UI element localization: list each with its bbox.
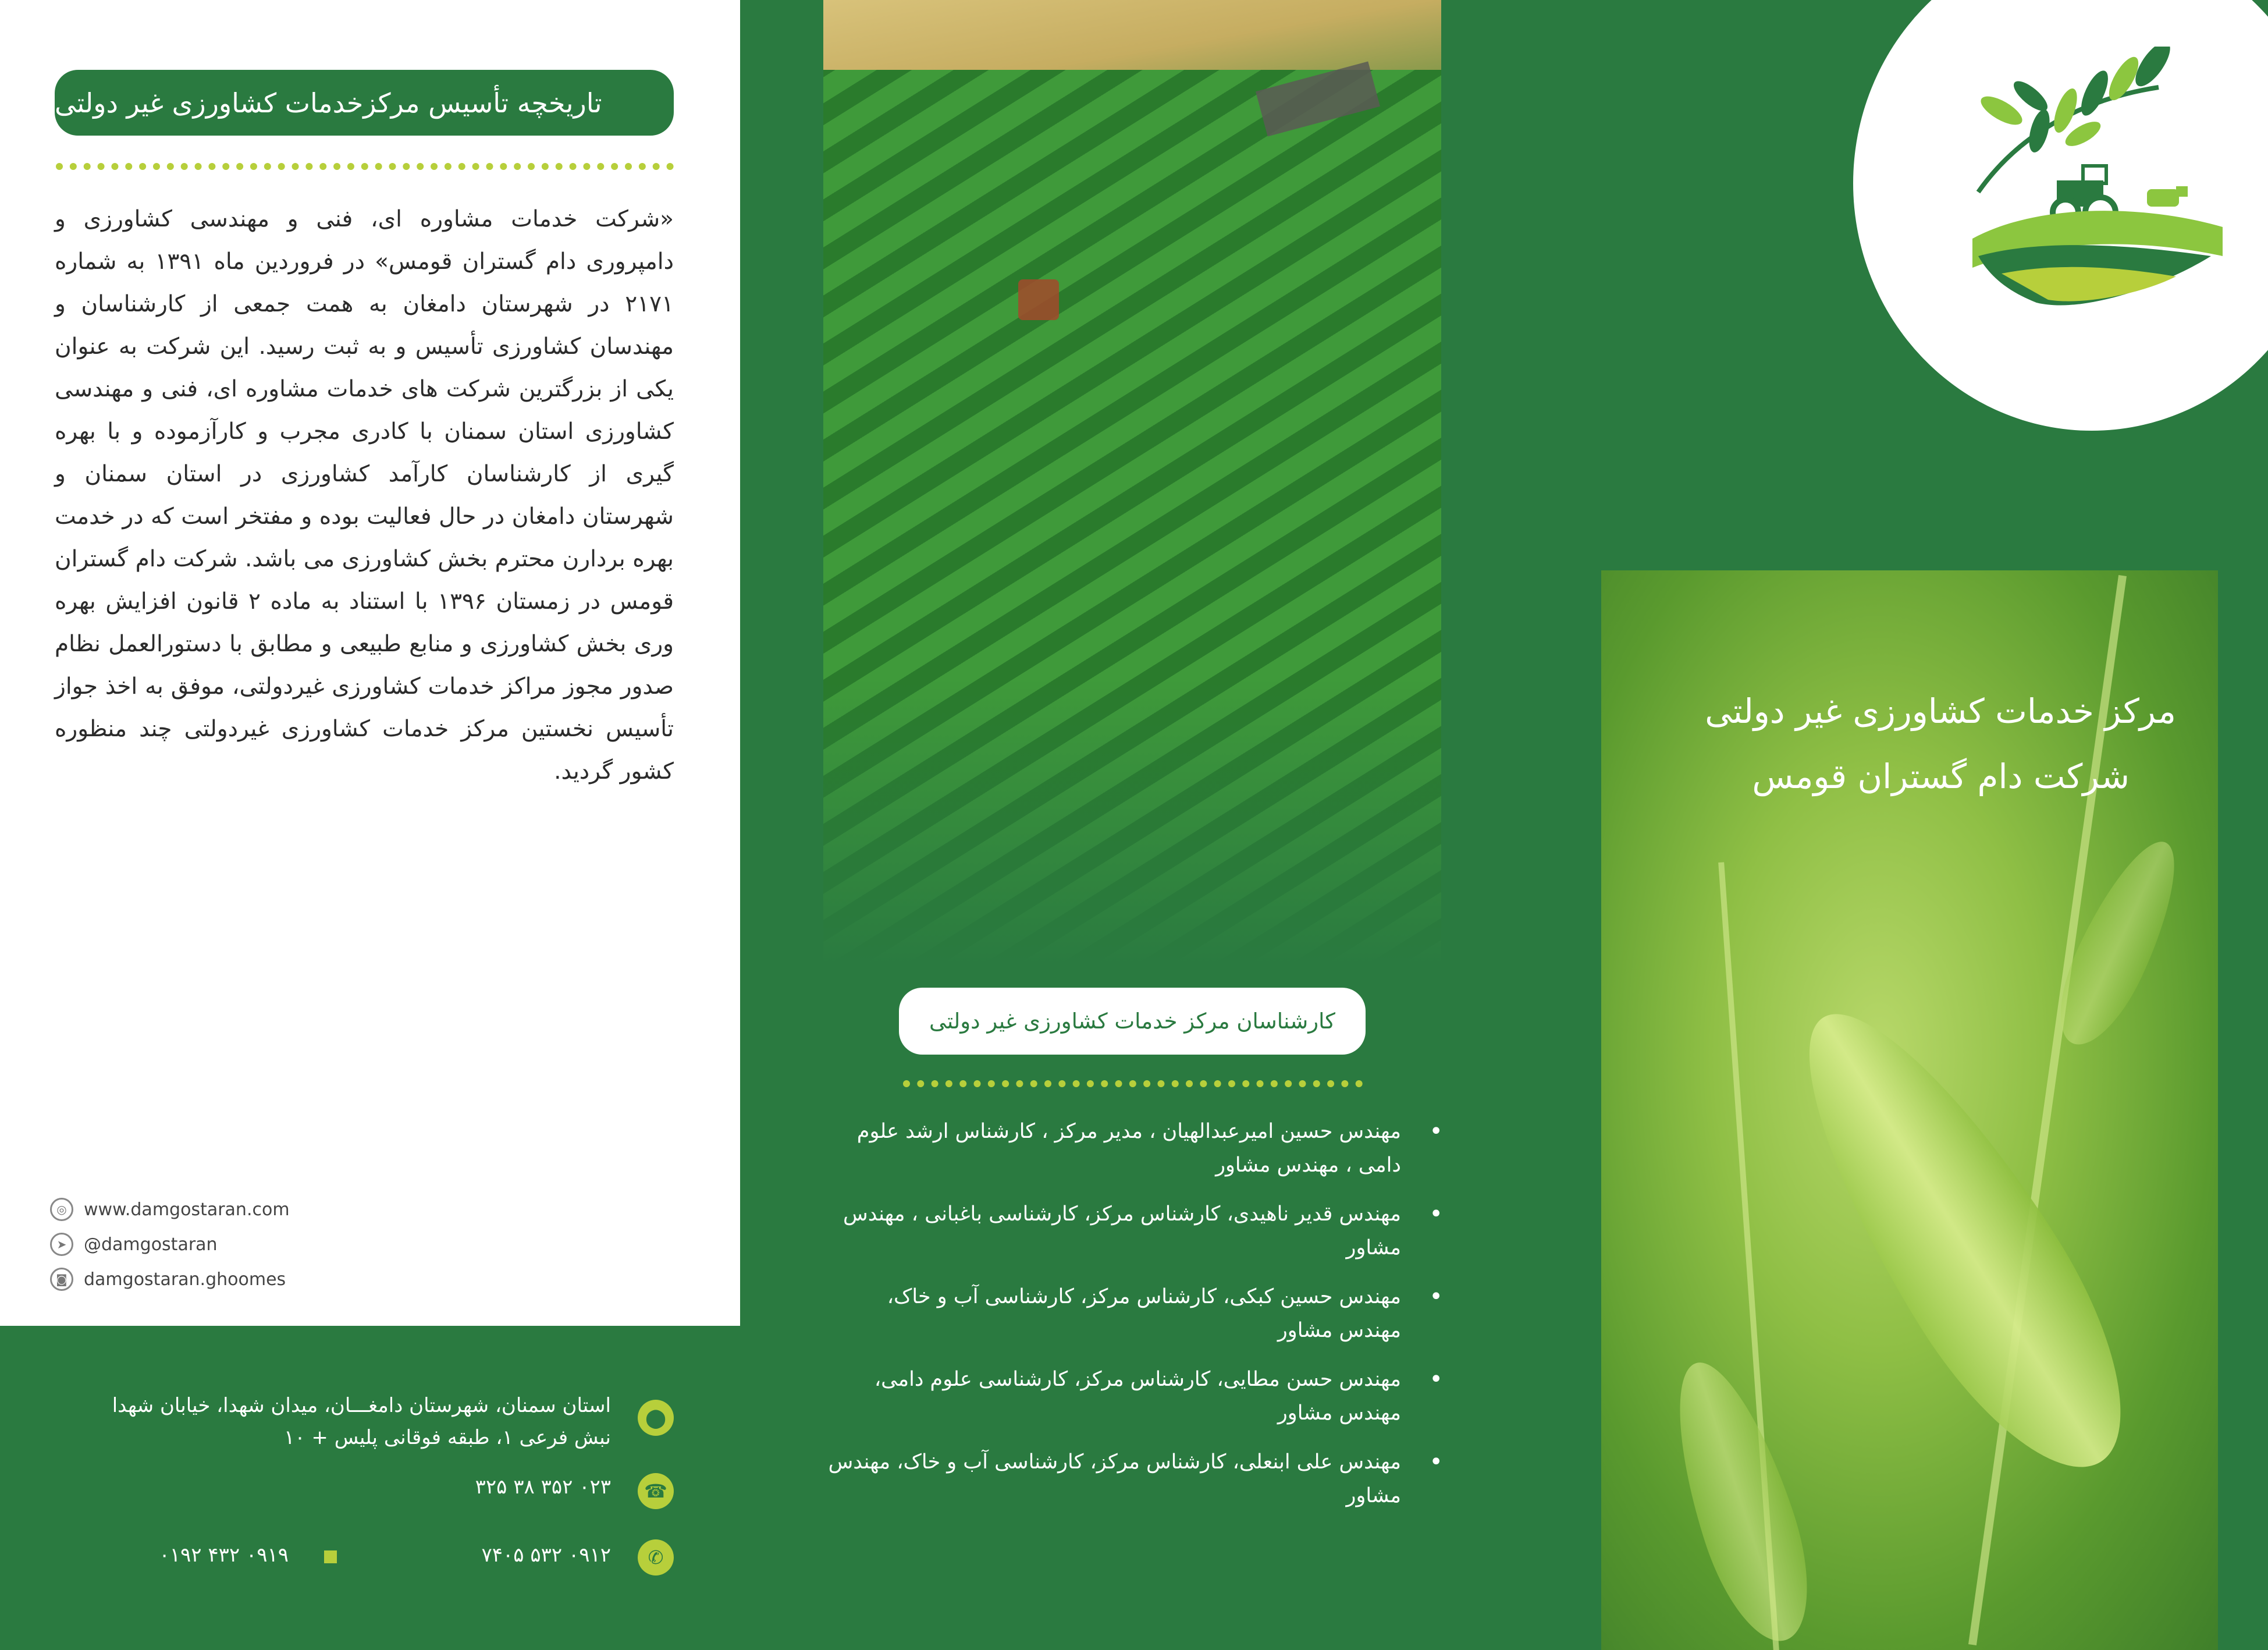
- tractor-image: [1018, 279, 1059, 320]
- wheat-ear: [1652, 1349, 1830, 1650]
- expert-item: • مهندس قدیر ناهیدی، کارشناس مرکز، کارشناسی باغبانی ، مهندس مشاور: [820, 1197, 1443, 1265]
- wheat-ear: [1754, 974, 2170, 1505]
- address-line-2: نبش فرعی ۱، طبقه فوقانی پلیس + ۱۰: [284, 1426, 611, 1449]
- wheat-stem: [1968, 575, 2127, 1645]
- history-text: «شرکت خدمات مشاوره ای، فنی و مهندسی کشاورزی و دامپروری دام گستران قومس» در فروردین ماه ۱۳۹۱ به شماره ۲۱۷۱ در شهرستان دامغان به همت جمعی از کارشناسان و مهندسان کشاورزی تأسیس و به ثبت رسید. این شرکت به عنوان یکی از بزرگترین شرکت های خدمات مشاوره ای، فنی و مهندسی کشاورزی استان سمنان با کادری مجرب و کارآزموده و با بهره گیری از کارشناسان کارآمد کشاورزی در استان سمنان و شهرستان دامغان در حال فعالیت بوده و مفتخر است که در خدمت بهره بردارن محترم بخش کشاورزی می باشد. شرکت دام گستران قومس در زمستان ۱۳۹۶ با استناد به ماده ۲ قانون افزایش بهره وری بخش کشاورزی و منابع طبیعی و مطابق با دستورالعمل نظام صدور مجوز مراکز خدمات کشاورزی غیردولتی، موفق به اخذ جواز تأسیس نخستین مرکز خدمات کشاورزی غیردولتی چند منظوره کشور گردید.: [55, 206, 674, 785]
- expert-item: • مهندس حسن مطایی، کارشناس مرکز، کارشناسی علوم دامی، مهندس مشاور: [820, 1362, 1443, 1430]
- telegram-row[interactable]: [50, 1233, 218, 1256]
- farm-buildings: [1256, 61, 1380, 136]
- dotted-divider: [56, 163, 674, 170]
- website-row[interactable]: [50, 1198, 290, 1221]
- instagram-row[interactable]: [50, 1268, 286, 1291]
- mobile-phone-icon: ✆: [638, 1539, 674, 1576]
- location-pin-icon: ⬤: [638, 1400, 674, 1436]
- mobile-number-2[interactable]: ۰۹۱۹ ۴۳۲ ۰۱۹۲: [159, 1543, 289, 1567]
- globe-icon: ◎: [50, 1198, 73, 1221]
- instagram-text: damgostaran.ghoomes: [84, 1269, 286, 1290]
- expert-item: • مهندس حسین کبکی، کارشناس مرکز، کارشناسی آب و خاک، مهندس مشاور: [820, 1280, 1443, 1347]
- wheat-field-top: [823, 0, 1441, 70]
- wheat-ear: [2041, 828, 2197, 1058]
- separator-square: [324, 1550, 337, 1563]
- company-logo: [1967, 47, 2228, 314]
- dotted-divider: [903, 1080, 1363, 1087]
- mobile-number-1[interactable]: ۰۹۱۲ ۵۳۲ ۷۴۰۵: [481, 1543, 611, 1567]
- website-text: www.damgostaran.com: [84, 1199, 290, 1220]
- expert-item: • مهندس علی ابنعلی، کارشناس مرکز، کارشناسی آب و خاک، مهندس مشاور: [820, 1445, 1443, 1513]
- telegram-text: @damgostaran: [84, 1234, 218, 1255]
- telegram-icon: ➤: [50, 1233, 73, 1256]
- address-line-1: استان سمنان، شهرستان دامغـــان، میدان شهدا، خیابان شهدا: [112, 1394, 611, 1417]
- phone-number[interactable]: ۰۲۳ ۳۵۲ ۳۸ ۳۲۵: [475, 1475, 611, 1499]
- instagram-icon: ◙: [50, 1268, 73, 1291]
- aerial-field-photo: [823, 0, 1441, 966]
- telephone-icon: ☎: [638, 1473, 674, 1509]
- wheat-photo: [1601, 570, 2218, 1650]
- experts-title: کارشناسان مرکز خدمات کشاورزی غیر دولتی: [899, 988, 1366, 1055]
- experts-list: [820, 1115, 1443, 1528]
- expert-item: • مهندس حسین امیرعبدالهیان ، مدیر مرکز ، کارشناس ارشد علوم دامی ، مهندس مشاور: [820, 1115, 1443, 1182]
- history-title: تاریخچه تأسیس مرکزخدمات کشاورزی غیر دولتی: [55, 70, 674, 136]
- cover-title-line-2: شرکت دام گستران قومس: [1752, 757, 2130, 796]
- cover-title-line-1: مرکز خدمات کشاورزی غیر دولتی: [1705, 691, 2176, 731]
